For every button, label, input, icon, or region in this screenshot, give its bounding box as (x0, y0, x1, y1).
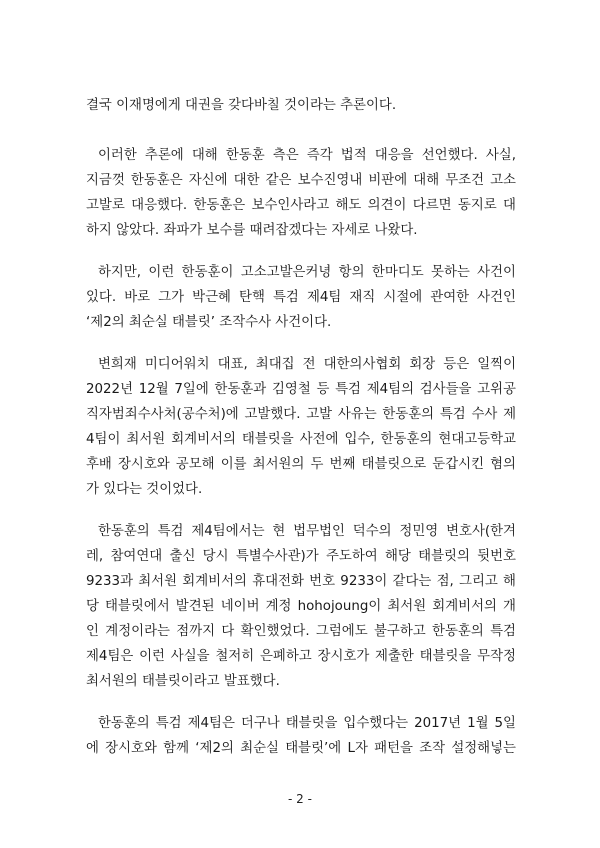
page-number: - 2 - (288, 792, 312, 806)
paragraph-line: 가 있다는 것이었다. (86, 482, 203, 497)
paragraph-line: 고발로 대응했다. 한동훈은 보수인사라고 해도 의견이 다르면 동지로 대 (86, 198, 516, 213)
paragraph-line: 제4팀은 이런 사실을 철저히 은폐하고 장시호가 제출한 태블릿을 무작정 (86, 649, 516, 664)
paragraph-line: 에 장시호와 함께 ‘제2의 최순실 태블릿’에 L자 패턴을 조작 설정해넣는 (86, 741, 516, 756)
paragraph-line: 직자범죄수사처(공수처)에 고발했다. 고발 사유는 한동훈의 특검 수사 제 (86, 407, 516, 422)
paragraph-line: 있다. 바로 그가 박근혜 탄핵 특검 제4팀 재직 시절에 관여한 사건인 (86, 290, 516, 305)
paragraph-line: 하지만, 이런 한동훈이 고소고발은커녕 항의 한마디도 못하는 사건이 (98, 265, 516, 280)
paragraph-line: 후배 장시호와 공모해 이를 최서원의 두 번째 태블릿으로 둔갑시킨 혐의 (86, 457, 516, 472)
paragraph-line: ‘제2의 최순실 태블릿’ 조작수사 사건이다. (86, 315, 332, 330)
paragraph-line: 하지 않았다. 좌파가 보수를 때려잡겠다는 자세로 나왔다. (86, 223, 418, 238)
paragraph-line: 변희재 미디어워치 대표, 최대집 전 대한의사협회 회장 등은 일찍이 (98, 357, 516, 372)
paragraph-line: 최서원의 태블릿이라고 발표했다. (86, 674, 280, 689)
paragraph-line: 레, 참여연대 출신 당시 특별수사관)가 주도하여 해당 태블릿의 뒷번호 (86, 549, 516, 564)
paragraph-line: 이러한 추론에 대해 한동훈 측은 즉각 법적 대응을 선언했다. 사실, (98, 148, 516, 163)
paragraph-line: 4팀이 최서원 회계비서의 태블릿을 사전에 입수, 한동훈의 현대고등학교 (86, 432, 516, 447)
paragraph-line: 한동훈의 특검 제4팀에서는 현 법무법인 덕수의 정민영 변호사(한겨 (98, 524, 516, 539)
paragraph-line: 2022년 12월 7일에 한동훈과 김영철 등 특검 제4팀의 검사들을 고위공 (86, 382, 516, 397)
paragraph-line: 한동훈의 특검 제4팀은 더구나 태블릿을 입수했다는 2017년 1월 5일 (98, 716, 516, 731)
paragraph-line: 인 계정이라는 점까지 다 확인했었다. 그럼에도 불구하고 한동훈의 특검 (86, 624, 516, 639)
paragraph-line: 지금껏 한동훈은 자신에 대한 같은 보수진영내 비판에 대해 무조건 고소 (86, 173, 516, 188)
paragraph-line: 결국 이재명에게 대권을 갖다바칠 것이라는 추론이다. (86, 98, 397, 113)
paragraph-line: 9233과 최서원 회계비서의 휴대전화 번호 9233이 같다는 점, 그리고 해 (86, 574, 516, 589)
paragraph-line: 당 태블릿에서 발견된 네이버 계정 hohojoung이 최서원 회계비서의 개 (86, 599, 516, 614)
